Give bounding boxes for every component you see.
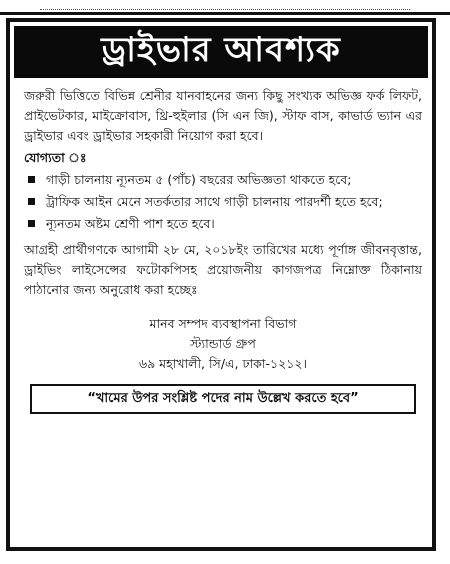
contact-block <box>24 314 422 374</box>
job-advertisement <box>6 18 436 551</box>
qualifications-heading: যোগ্যতা ঃ <box>24 150 87 165</box>
address: ৬৯ মহাখালী, সি/এ, ঢাকা-১২১২। <box>138 356 308 371</box>
ad-body <box>10 78 432 414</box>
qualifications-list <box>24 170 422 234</box>
square-bullet-icon <box>28 198 35 205</box>
qualification-text: ট্রাফিক আইন মেনে সতর্কতার সাথে গাড়ী চালনায় পারদর্শী হতে হবে; <box>46 194 383 209</box>
cut-line <box>40 0 410 10</box>
application-instructions: আগ্রহী প্রার্থীগণকে আগামী ২৮ মে, ২০১৮ইং তারিখের মধ্যে পূর্ণাঙ্গ জীবনবৃত্তান্ত, ড্রাইভিং লাইসেন্সের ফটোকপিসহ প্রয়োজনীয় কাগজপত্র নিম্নোক্ত ঠিকানায় পাঠানোর জন্য অনুরোধ করা হচ্ছেঃ <box>24 242 422 297</box>
square-bullet-icon <box>28 176 35 183</box>
list-item <box>24 214 422 234</box>
qualification-text: গাড়ী চালনায় ন্যূনতম ৫ (পাঁচ) বছরের অভিজ্ঞতা থাকতে হবে; <box>46 172 352 187</box>
ad-title: ড্রাইভার আবশ্যক <box>14 26 428 78</box>
square-bullet-icon <box>28 220 35 227</box>
list-item <box>24 192 422 212</box>
department-name: মানব সম্পদ ব্যবস্থাপনা বিভাগ <box>149 316 297 331</box>
newspaper-cut-edge <box>0 0 450 15</box>
qualification-text: ন্যূনতম অষ্টম শ্রেণী পাশ হতে হবে। <box>46 216 215 231</box>
envelope-note: “খামের উপর সংশ্লিষ্ট পদের নাম উল্লেখ করতে হবে” <box>30 384 416 414</box>
company-name: স্ট্যান্ডার্ড গ্রুপ <box>190 336 256 351</box>
intro-paragraph: জরুরী ভিত্তিতে বিভিন্ন শ্রেনীর যানবাহনের জন্য কিছু সংখ্যক অভিজ্ঞ ফর্ক লিফট, প্রাইভেটকার, মাইক্রোবাস, থ্রি-হুইলার (সি এন জি), স্টাফ বাস, কাভার্ড ভ্যান এর ড্রাইভার এবং ড্রাইভার সহকারী নিয়োগ করা হবে। <box>24 88 422 143</box>
list-item <box>24 170 422 190</box>
